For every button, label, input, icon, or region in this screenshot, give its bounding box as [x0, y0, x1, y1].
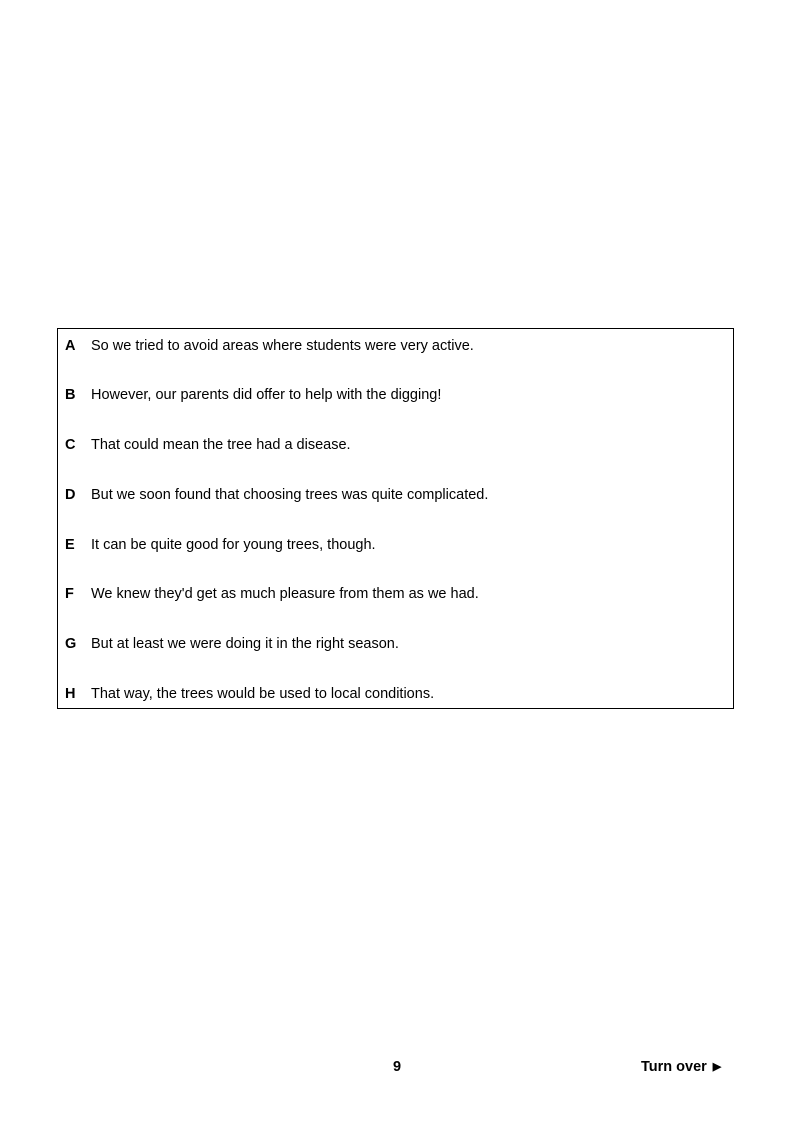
- option-row-f: [58, 584, 733, 604]
- option-row-a: [58, 336, 733, 356]
- option-letter: F: [65, 586, 74, 602]
- turn-over-label: [641, 1057, 721, 1077]
- option-letter: E: [65, 537, 75, 553]
- option-letter: H: [65, 686, 76, 702]
- option-text: But at least we were doing it in the right season.: [91, 636, 399, 652]
- option-letter: B: [65, 387, 76, 403]
- answer-options-box: [57, 328, 734, 709]
- option-row-h: [58, 684, 733, 704]
- option-text: But we soon found that choosing trees was quite complicated.: [91, 487, 489, 503]
- option-letter: A: [65, 338, 76, 354]
- option-row-b: [58, 385, 733, 405]
- option-text: It can be quite good for young trees, though.: [91, 537, 376, 553]
- option-letter: C: [65, 437, 76, 453]
- turn-over-text: Turn over: [641, 1059, 707, 1075]
- page-number: 9: [392, 1059, 402, 1075]
- option-letter: G: [65, 636, 77, 652]
- option-text: We knew they'd get as much pleasure from them as we had.: [91, 586, 479, 602]
- option-row-d: [58, 485, 733, 505]
- right-triangle-icon: ▶: [712, 1061, 722, 1073]
- option-text: That way, the trees would be used to local conditions.: [91, 686, 435, 702]
- option-row-e: [58, 535, 733, 555]
- option-row-c: [58, 435, 733, 455]
- option-text: However, our parents did offer to help with the digging!: [91, 387, 442, 403]
- option-text: So we tried to avoid areas where students were very active.: [91, 338, 474, 354]
- option-text: That could mean the tree had a disease.: [91, 437, 351, 453]
- option-row-g: [58, 634, 733, 654]
- option-letter: D: [65, 487, 76, 503]
